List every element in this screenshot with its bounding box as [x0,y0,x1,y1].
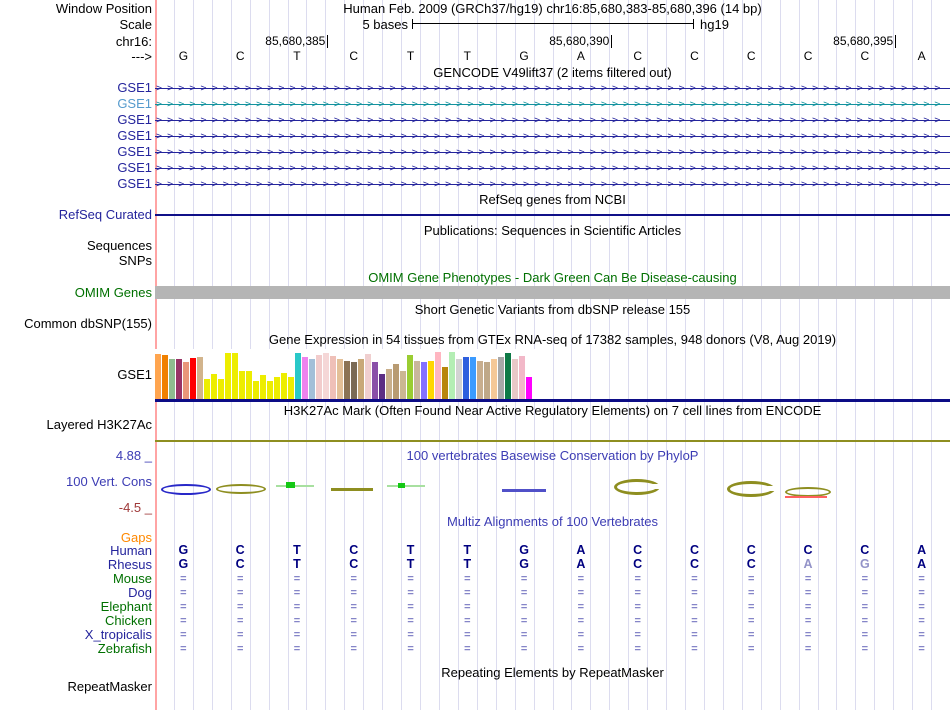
gencode-gene-line[interactable] [155,128,950,144]
alignment-base: T [406,543,415,557]
alignment-base: T [293,557,301,571]
species-label-mouse[interactable]: Mouse [112,571,152,586]
gtex-tissue-bar[interactable] [330,356,336,399]
sequence-base: T [406,49,415,63]
conservation-mark[interactable] [216,484,266,494]
sequence-base: C [803,49,813,63]
alignment-base: = [236,601,244,613]
alignment-base: G [519,557,529,571]
alignment-base: = [918,573,925,585]
conservation-mark[interactable] [785,487,831,497]
alignment-base: = [748,587,755,599]
alignment-base: = [577,629,585,641]
gtex-tissue-bar[interactable] [337,359,343,399]
omim-gene-bar[interactable] [155,286,950,299]
gene-direction-arrows: >>>>>>>>>>>>>>>>>>>>>>>>>>>>>>>>>>>>>>>>>>>>>>>>>>>>>>>>>>>>>>>>>>>>>>> [156,131,946,142]
alignment-base: = [748,615,755,627]
gtex-tissue-bar[interactable] [358,359,364,399]
alignment-base: C [633,557,643,571]
gtex-tissue-bar[interactable] [512,359,518,399]
sequence-base: C [690,49,699,63]
gtex-tissue-bar[interactable] [386,369,392,399]
alignment-base: C [349,557,359,571]
sequences-label[interactable]: Sequences [86,238,152,253]
sequence-base: C [746,49,756,63]
gene-direction-arrows: >>>>>>>>>>>>>>>>>>>>>>>>>>>>>>>>>>>>>>>>>>>>>>>>>>>>>>>>>>>>>>>>>>>>>>> [156,147,946,158]
ruler-coordinate: 85,680,390 [549,34,610,48]
alignment-base: = [464,587,471,599]
species-label-elephant[interactable]: Elephant [100,599,152,614]
alignment-base: = [634,615,641,627]
gtex-tissue-bar[interactable] [365,354,371,399]
alignment-base: = [861,573,869,585]
conservation-mark[interactable] [161,484,211,495]
gtex-tissue-bar[interactable] [183,362,189,399]
alignment-base: = [180,601,187,613]
alignment-base: = [180,573,187,585]
gtex-tissue-bar[interactable] [302,357,308,399]
alignment-base: = [577,601,585,613]
alignment-base: = [918,587,925,599]
alignment-base: C [746,557,756,571]
scale-bar [412,19,694,29]
alignment-base: T [406,557,415,571]
sequence-base: G [178,49,189,63]
gencode-gene-line[interactable] [155,144,950,160]
alignment-base: = [861,629,869,641]
alignment-base: G [859,557,870,571]
alignment-base: = [520,573,528,585]
alignment-base: = [691,587,698,599]
alignment-base: = [804,629,812,641]
alignment-base: G [519,543,529,557]
gencode-gene-line[interactable] [155,80,950,96]
ruler-tick [611,35,612,48]
ruler-coordinate: 85,680,395 [833,34,894,48]
species-label-rhesus[interactable]: Rhesus [107,557,152,572]
gencode-gene-label[interactable]: GSE1 [117,128,152,143]
sequence-base: C [633,49,642,63]
alignment-base: T [463,543,472,557]
alignment-base: = [180,587,187,599]
alignment-base: = [350,587,357,599]
conservation-peak-dot [286,482,295,488]
gtex-tissue-bar[interactable] [344,361,350,399]
multiz-track-title[interactable]: Multiz Alignments of 100 Vertebrates [446,514,658,529]
layered-h3k27ac-label[interactable]: Layered H3K27Ac [46,417,152,432]
alignment-base: T [463,557,472,571]
gtex-tissue-bar[interactable] [211,374,217,399]
gencode-gene-label[interactable]: GSE1 [117,160,152,175]
alignment-base: = [350,615,357,627]
gtex-tissue-bar[interactable] [239,371,245,399]
gtex-tissue-bar[interactable] [309,359,315,399]
alignment-base: = [748,629,755,641]
species-label-human[interactable]: Human [110,543,152,558]
alignment-base: A [803,557,813,571]
alignment-base: = [804,573,812,585]
gtex-expression-barchart[interactable] [155,352,539,399]
alignment-base: = [293,601,301,613]
species-label-chicken[interactable]: Chicken [105,613,152,628]
alignment-base: = [691,615,698,627]
gtex-tissue-bar[interactable] [372,362,378,399]
gtex-tissue-bar[interactable] [463,357,469,399]
alignment-base: = [918,629,925,641]
alignment-base: = [861,615,869,627]
gencode-gene-label[interactable]: GSE1 [117,96,152,111]
alignment-base: = [634,587,641,599]
conservation-mark[interactable] [502,489,546,492]
alignment-base: = [804,643,812,655]
gtex-tissue-bar[interactable] [190,358,196,399]
gene-direction-arrows: >>>>>>>>>>>>>>>>>>>>>>>>>>>>>>>>>>>>>>>>>>>>>>>>>>>>>>>>>>>>>>>>>>>>>>> [156,179,946,190]
vert-cons-label[interactable]: 100 Vert. Cons [66,474,152,489]
conservation-mark[interactable] [331,488,373,491]
gtex-tissue-bar[interactable] [414,361,420,399]
alignment-base: = [407,643,414,655]
gtex-gene-label[interactable]: GSE1 [117,367,152,382]
alignment-base: C [689,543,699,557]
sequence-base: A [917,49,926,63]
h3k27ac-signal-line[interactable] [155,440,950,442]
gtex-tissue-bar[interactable] [253,381,259,399]
omim-track-title[interactable]: OMIM Gene Phenotypes - Dark Green Can Be Disease-causing [368,270,737,285]
conservation-track-title[interactable]: 100 vertebrates Basewise Conservation by PhyloP [406,448,699,463]
conservation-mark-gap [768,486,776,491]
gencode-gene-line[interactable] [155,160,950,176]
alignment-base: T [293,543,301,557]
alignment-base: C [803,543,813,557]
alignment-base: = [918,601,925,613]
alignment-base: = [350,573,357,585]
gtex-tissue-bar[interactable] [316,355,322,399]
alignment-base: = [350,643,357,655]
alignment-base: = [577,615,585,627]
gencode-gene-label[interactable]: GSE1 [117,112,152,127]
alignment-base: = [407,601,414,613]
gtex-tissue-bar[interactable] [470,357,476,399]
alignment-base: = [804,615,812,627]
chrom-label: chr16: [115,34,152,49]
gtex-tissue-bar[interactable] [491,359,497,399]
alignment-base: = [236,573,244,585]
alignment-base: C [633,543,643,557]
alignment-base: = [577,587,585,599]
ruler-coordinate: 85,680,385 [265,34,326,48]
alignment-base: A [576,557,586,571]
gtex-tissue-bar[interactable] [232,353,238,399]
gtex-tissue-bar[interactable] [456,359,462,399]
conservation-mark[interactable] [276,485,314,487]
alignment-base: = [293,643,301,655]
gtex-baseline [155,399,950,402]
alignment-base: = [691,643,698,655]
sequence-base: T [463,49,471,63]
gtex-tissue-bar[interactable] [281,373,287,399]
gtex-tissue-bar[interactable] [526,377,532,399]
repeatmasker-track-title[interactable]: Repeating Elements by RepeatMasker [441,665,664,680]
alignment-base: = [293,615,301,627]
gtex-tissue-bar[interactable] [246,371,252,399]
gencode-gene-label[interactable]: GSE1 [117,144,152,159]
gencode-track-title[interactable]: GENCODE V49lift37 (2 items filtered out) [433,65,672,80]
alignment-base: = [520,615,528,627]
common-dbsnp-label[interactable]: Common dbSNP(155) [24,316,152,331]
alignment-base: = [293,573,301,585]
omim-genes-label[interactable]: OMIM Genes [74,285,152,300]
alignment-base: = [407,573,414,585]
gencode-gene-line[interactable] [155,96,950,112]
cons-max-value: 4.88 _ [115,448,152,463]
alignment-base: = [634,573,641,585]
alignment-base: = [464,573,471,585]
gtex-tissue-bar[interactable] [197,357,203,399]
gtex-tissue-bar[interactable] [498,357,504,399]
gtex-tissue-bar[interactable] [204,379,210,399]
conservation-negative-line [785,496,827,498]
species-label-dog[interactable]: Dog [128,585,152,600]
alignment-base: C [235,557,245,571]
gtex-tissue-bar[interactable] [323,353,329,399]
alignment-base: = [520,601,528,613]
alignment-base: C [746,543,756,557]
gtex-tissue-bar[interactable] [225,353,231,399]
alignment-base: = [350,629,357,641]
gene-direction-arrows: >>>>>>>>>>>>>>>>>>>>>>>>>>>>>>>>>>>>>>>>>>>>>>>>>>>>>>>>>>>>>>>>>>>>>>> [156,99,946,110]
alignment-base: = [520,643,528,655]
species-label-zebrafish[interactable]: Zebrafish [97,641,152,656]
gtex-tissue-bar[interactable] [400,371,406,399]
refseq-curated-label[interactable]: RefSeq Curated [58,207,152,222]
sequence-base: G [519,49,529,63]
direction-label: ---> [131,49,152,64]
alignment-base: C [689,557,699,571]
gtex-tissue-bar[interactable] [435,352,441,399]
cons-min-value: -4.5 _ [118,500,152,515]
gene-direction-arrows: >>>>>>>>>>>>>>>>>>>>>>>>>>>>>>>>>>>>>>>>>>>>>>>>>>>>>>>>>>>>>>>>>>>>>>> [156,83,946,94]
alignment-base: = [464,615,471,627]
gencode-gene-line[interactable] [155,176,950,192]
assembly-label: hg19 [700,17,729,32]
gene-direction-arrows: >>>>>>>>>>>>>>>>>>>>>>>>>>>>>>>>>>>>>>>>>>>>>>>>>>>>>>>>>>>>>>>>>>>>>>> [156,163,946,174]
alignment-base: = [407,587,414,599]
sequence-base: C [860,49,870,63]
gtex-tissue-bar[interactable] [421,362,427,399]
alignment-base: = [293,629,301,641]
gene-direction-arrows: >>>>>>>>>>>>>>>>>>>>>>>>>>>>>>>>>>>>>>>>>>>>>>>>>>>>>>>>>>>>>>>>>>>>>>> [156,115,946,126]
alignment-base: = [691,601,698,613]
gtex-tissue-bar[interactable] [407,355,413,399]
alignment-base: A [917,557,927,571]
alignment-base: = [804,601,812,613]
ruler-tick [327,35,328,48]
alignment-base: = [634,629,641,641]
conservation-mark[interactable] [614,479,660,495]
alignment-base: = [520,629,528,641]
alignment-base: = [350,601,357,613]
sequence-base: A [576,49,585,63]
alignment-base: C [349,543,359,557]
alignment-base: = [861,643,869,655]
alignment-base: = [691,629,698,641]
dbsnp-track-title[interactable]: Short Genetic Variants from dbSNP release 155 [414,302,691,317]
alignment-base: = [918,615,925,627]
alignment-base: = [748,573,755,585]
gtex-tissue-bar[interactable] [484,362,490,399]
h3k27ac-track-title[interactable]: H3K27Ac Mark (Often Found Near Active Regulatory Elements) on 7 cell lines from ENCODE [283,403,822,418]
gtex-tissue-bar[interactable] [267,381,273,399]
alignment-base: C [235,543,245,557]
alignment-base: = [748,601,755,613]
gtex-tissue-bar[interactable] [295,353,301,399]
gtex-tissue-bar[interactable] [274,377,280,399]
alignment-base: = [520,587,528,599]
alignment-base: = [691,573,698,585]
ruler-tick [895,35,896,48]
gencode-gene-label[interactable]: GSE1 [117,176,152,191]
alignment-base: = [236,587,244,599]
sequence-base: T [293,49,301,63]
alignment-base: = [804,587,812,599]
publications-track-title[interactable]: Publications: Sequences in Scientific Articles [423,223,682,238]
alignment-base: = [577,573,585,585]
alignment-base: = [180,629,187,641]
alignment-base: = [634,601,641,613]
gencode-gene-label[interactable]: GSE1 [117,80,152,95]
alignment-base: = [407,615,414,627]
window-position-value: Human Feb. 2009 (GRCh37/hg19) chr16:85,680,383-85,680,396 (14 bp) [343,1,762,16]
gtex-tissue-bar[interactable] [176,359,182,399]
gtex-tissue-bar[interactable] [505,353,511,399]
alignment-base: A [917,543,927,557]
alignment-base: = [293,587,301,599]
gtex-tissue-bar[interactable] [288,377,294,399]
alignment-base: = [464,601,471,613]
alignment-base: C [860,543,870,557]
gtex-tissue-bar[interactable] [155,354,161,399]
gtex-tissue-bar[interactable] [218,379,224,399]
conservation-peak-dot [398,483,405,488]
alignment-base: = [236,643,244,655]
alignment-base: = [464,629,471,641]
repeatmasker-label[interactable]: RepeatMasker [67,679,152,694]
alignment-base: = [748,643,755,655]
alignment-base: = [634,643,641,655]
gtex-tissue-bar[interactable] [442,367,448,399]
species-label-gaps[interactable]: Gaps [120,530,152,545]
gtex-tissue-bar[interactable] [351,362,357,399]
gtex-tissue-bar[interactable] [477,361,483,399]
scale-bases-label: 5 bases [362,17,408,32]
refseq-gene-line[interactable] [155,214,950,216]
conservation-mark[interactable] [387,485,425,487]
sequence-base: C [235,49,245,63]
gtex-tissue-bar[interactable] [449,352,455,399]
gencode-gene-line[interactable] [155,112,950,128]
gtex-tissue-bar[interactable] [169,359,175,399]
alignment-base: = [577,643,585,655]
alignment-base: A [576,543,586,557]
window-position-label: Window Position [55,1,152,16]
alignment-base: = [407,629,414,641]
alignment-base: = [464,643,471,655]
conservation-mark[interactable] [727,481,775,497]
alignment-base: = [861,601,869,613]
alignment-base: = [236,629,244,641]
refseq-track-title[interactable]: RefSeq genes from NCBI [479,192,626,207]
snps-label[interactable]: SNPs [118,253,152,268]
gtex-tissue-bar[interactable] [162,355,168,399]
sequence-base: C [349,49,359,63]
scale-bar-line [413,23,693,24]
gtex-tissue-bar[interactable] [260,375,266,399]
gtex-tissue-bar[interactable] [393,364,399,399]
alignment-base: = [861,587,869,599]
conservation-mark-gap [653,484,661,489]
gtex-tissue-bar[interactable] [519,356,525,399]
gtex-track-title[interactable]: Gene Expression in 54 tissues from GTEx RNA-seq of 17382 samples, 948 donors (V8, Aug 2019) [268,332,837,347]
alignment-base: G [178,543,189,557]
alignment-base: G [178,557,189,571]
gtex-tissue-bar[interactable] [428,361,434,399]
species-label-x_tropicalis[interactable]: X_tropicalis [84,627,152,642]
alignment-base: = [180,615,187,627]
alignment-base: = [180,643,187,655]
scale-row-label: Scale [119,17,152,32]
gtex-tissue-bar[interactable] [379,374,385,399]
alignment-base: = [236,615,244,627]
alignment-base: = [918,643,925,655]
